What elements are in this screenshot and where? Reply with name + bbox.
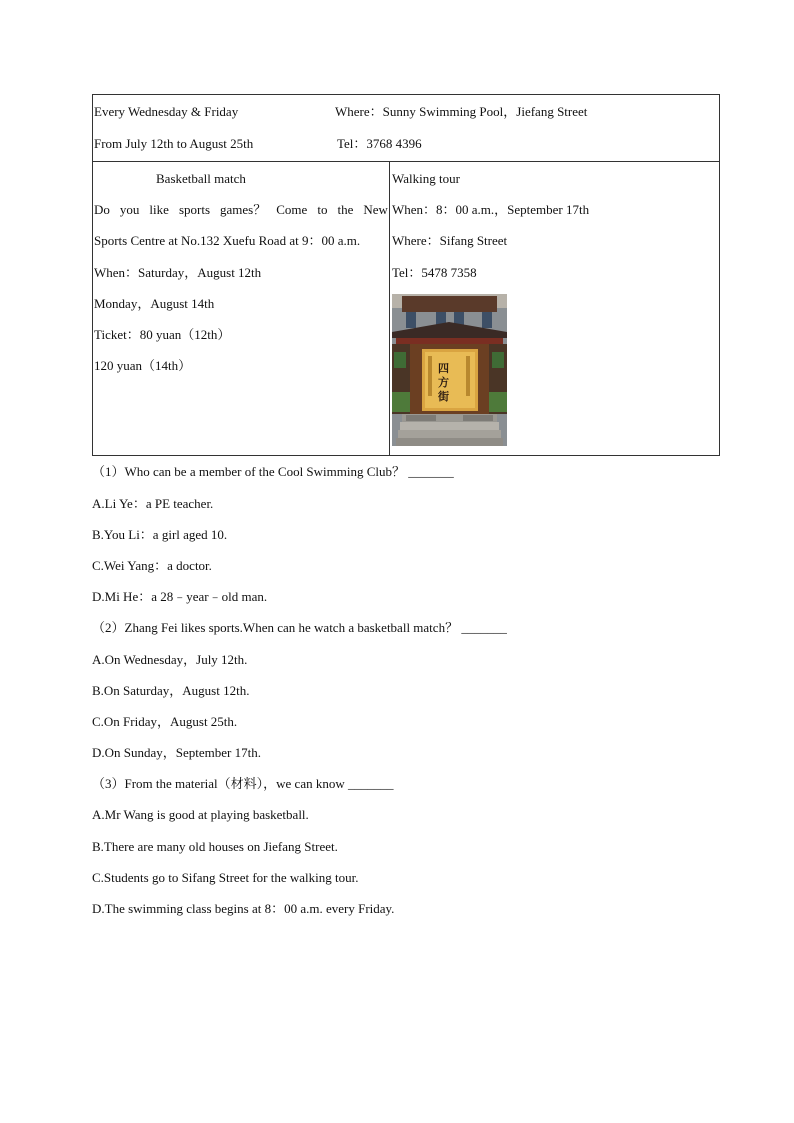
- question-3-option-d: D.The swimming class begins at 8：00 a.m. every Friday.: [92, 901, 395, 916]
- walking-when: When：8：00 a.m.，September 17th: [392, 202, 590, 217]
- swim-phone: Tel：3768 4396: [337, 136, 422, 151]
- walking-title: Walking tour: [392, 171, 460, 186]
- word: games？: [220, 202, 267, 217]
- sign-char-1: 四: [438, 362, 449, 375]
- word: you: [119, 202, 140, 217]
- basketball-ticket: Ticket：80 yuan（12th）: [94, 327, 231, 342]
- question-1-option-c: C.Wei Yang：a doctor.: [92, 558, 212, 573]
- basketball-ticket-2: 120 yuan（14th）: [94, 358, 192, 373]
- question-2-option-b: B.On Saturday，August 12th.: [92, 683, 250, 698]
- question-3-stem: （3）From the material（材料），we can know _______: [92, 776, 394, 791]
- word: the: [337, 202, 354, 217]
- basketball-when: When：Saturday，August 12th: [94, 265, 262, 280]
- basketball-title: Basketball match: [156, 171, 246, 186]
- basketball-venue: Sports Centre at No.132 Xuefu Road at 9：00 a.m.: [94, 233, 361, 248]
- question-2-stem: （2）Zhang Fei likes sports.When can he watch a basketball match？ _______: [92, 620, 507, 635]
- question-2-option-c: C.On Friday，August 25th.: [92, 714, 238, 729]
- question-1-stem: （1）Who can be a member of the Cool Swimming Club？ _______: [92, 464, 454, 479]
- word: Do: [94, 202, 110, 217]
- word: Come: [276, 202, 308, 217]
- question-3-option-c: C.Students go to Sifang Street for the walking tour.: [92, 870, 359, 885]
- walking-tel: Tel：5478 7358: [392, 265, 477, 280]
- question-1-option-a: A.Li Ye：a PE teacher.: [92, 496, 214, 511]
- question-3-option-b: B.There are many old houses on Jiefang Street.: [92, 839, 338, 854]
- question-2-option-d: D.On Sunday，September 17th.: [92, 745, 261, 760]
- question-1-option-d: D.Mi He：a 28﹣year﹣old man.: [92, 589, 268, 604]
- word: like: [149, 202, 169, 217]
- word: New: [363, 202, 388, 217]
- sign-char-2: 方: [438, 376, 449, 389]
- word: to: [317, 202, 328, 217]
- swim-schedule-dates: From July 12th to August 25th: [94, 136, 254, 151]
- question-2-option-a: A.On Wednesday，July 12th.: [92, 652, 248, 667]
- swim-location: Where：Sunny Swimming Pool，Jiefang Street: [335, 104, 588, 119]
- question-3-option-a: A.Mr Wang is good at playing basketball.: [92, 807, 309, 822]
- column-divider: [389, 161, 390, 456]
- sifang-street-photo: [392, 294, 507, 446]
- basketball-when-2: Monday，August 14th: [94, 296, 215, 311]
- swim-schedule-days: Every Wednesday & Friday: [94, 104, 239, 119]
- word: sports: [178, 202, 210, 217]
- question-1-option-b: B.You Li：a girl aged 10.: [92, 527, 228, 542]
- walking-where: Where：Sifang Street: [392, 233, 508, 248]
- basketball-intro-line: [94, 202, 388, 218]
- sign-char-3: 街: [438, 390, 449, 403]
